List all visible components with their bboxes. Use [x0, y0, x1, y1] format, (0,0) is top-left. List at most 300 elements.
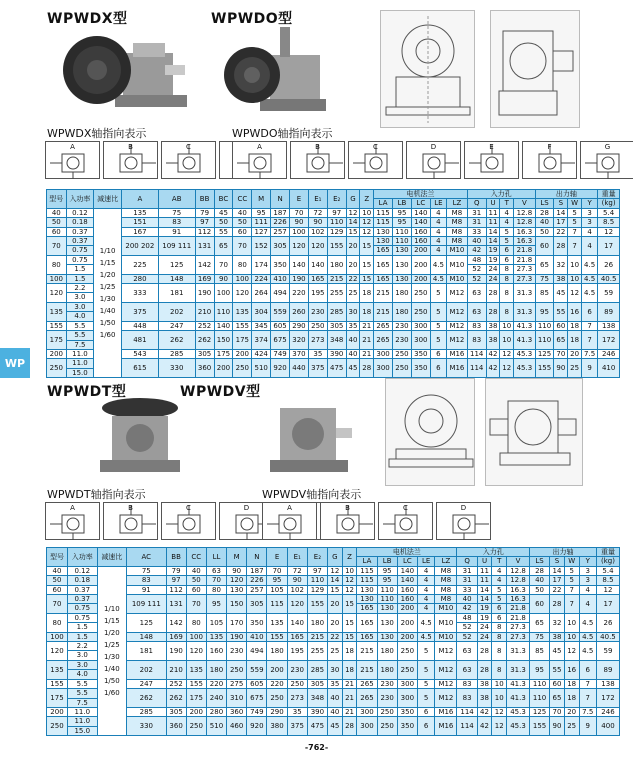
- cell-input: 63: [467, 302, 486, 321]
- col-model: 型号: [47, 548, 68, 567]
- cell-dim: 97: [307, 566, 327, 575]
- cell-power: 0.37: [67, 585, 97, 594]
- cell-input: 38: [486, 331, 500, 350]
- cell-input: 6: [500, 255, 514, 264]
- cell-input: 42: [486, 359, 500, 378]
- cell-dim: 250: [267, 689, 287, 708]
- cell-input: 31.3: [514, 302, 535, 321]
- direction-box-e: [464, 141, 519, 179]
- cell-output: 70: [550, 707, 565, 716]
- cell-motor: 160: [397, 585, 417, 594]
- cell-motor: M16: [435, 717, 457, 736]
- cell-output: 110: [535, 321, 554, 330]
- cell-output: 5: [568, 218, 582, 227]
- cell-dim: 250: [308, 321, 327, 330]
- cell-input: 24: [477, 632, 492, 641]
- cell-dim: 91: [158, 227, 195, 236]
- cell-dim: 348: [307, 689, 327, 708]
- table-row: [47, 679, 620, 688]
- cell-output: 55: [550, 660, 565, 679]
- cell-power: 1.5: [67, 632, 97, 641]
- direction-letter: D: [460, 504, 467, 512]
- direction-letter: C: [373, 143, 378, 151]
- cell-motor: 115: [374, 218, 393, 227]
- cell-output: 8.5: [598, 218, 620, 227]
- cell-dim: 120: [227, 576, 247, 585]
- cell-dim: 120: [287, 595, 307, 614]
- cell-input: 27.3: [514, 274, 535, 283]
- cell-dim: 142: [166, 613, 186, 632]
- cell-dim: 280: [121, 274, 158, 283]
- cell-output: 90: [550, 717, 565, 736]
- cell-dim: 190: [195, 284, 214, 303]
- cell-dim: 226: [271, 218, 290, 227]
- cell-model: 80: [47, 255, 67, 274]
- cell-dim: 170: [227, 613, 247, 632]
- col-dim: CC: [186, 548, 206, 567]
- cell-dim: 12: [360, 218, 374, 227]
- cell-output: 172: [596, 689, 619, 708]
- cell-motor: 140: [411, 208, 430, 217]
- cell-motor: 180: [393, 302, 412, 321]
- cell-dim: 305: [247, 595, 267, 614]
- cell-dim: 21: [342, 689, 357, 708]
- cell-motor: M8: [435, 566, 457, 575]
- cell-input: 33: [467, 227, 486, 236]
- cell-model: 200: [47, 349, 67, 358]
- cell-output: 85: [529, 642, 549, 661]
- col-sub: LB: [377, 557, 397, 566]
- cell-motor: 250: [397, 642, 417, 661]
- cell-dim: 152: [252, 237, 271, 256]
- cell-dim: 410: [247, 632, 267, 641]
- cell-dim: 350: [247, 613, 267, 632]
- cell-motor: 140: [411, 218, 430, 227]
- cell-motor: 95: [377, 576, 397, 585]
- col-sub: Q: [457, 557, 477, 566]
- cell-input: 19: [477, 613, 492, 622]
- cell-dim: 225: [121, 255, 158, 274]
- cell-motor: 5: [430, 331, 446, 350]
- cell-dim: 120: [233, 284, 252, 303]
- cell-motor: 4: [417, 585, 434, 594]
- cell-output: 18: [564, 689, 579, 708]
- cell-power: 3.0: [66, 293, 94, 302]
- direction-letter: A: [257, 143, 262, 151]
- cell-dim: 202: [158, 302, 195, 321]
- cell-dim: 65: [214, 237, 233, 256]
- cell-dim: 28: [360, 359, 374, 378]
- cell-dim: 375: [287, 717, 307, 736]
- direction-box-c: [348, 141, 403, 179]
- cell-motor: 6: [430, 359, 446, 378]
- cell-output: 4: [579, 585, 596, 594]
- cell-motor: 350: [411, 359, 430, 378]
- direction-box-b: [320, 502, 375, 540]
- cell-dim: 70: [267, 566, 287, 575]
- col-dim: E₂: [327, 190, 346, 209]
- direction-letter: B: [128, 143, 133, 151]
- cell-output: 12: [564, 642, 579, 661]
- cell-motor: 300: [411, 321, 430, 330]
- cell-output: 75: [529, 632, 549, 641]
- cell-dim: 97: [166, 576, 186, 585]
- cell-input: 16.3: [514, 237, 535, 246]
- cell-motor: 165: [374, 274, 393, 283]
- cell-dim: 175: [214, 349, 233, 358]
- cell-dim: 510: [252, 359, 271, 378]
- cell-dim: 83: [127, 576, 166, 585]
- axis-label-wpwdt: WPWDT轴指向表示: [47, 488, 146, 501]
- cell-dim: 155: [233, 321, 252, 330]
- cell-dim: 18: [360, 302, 374, 321]
- cell-motor: 130: [374, 237, 393, 246]
- cell-input: 14: [477, 595, 492, 604]
- cell-input: 6: [492, 604, 507, 613]
- cell-dim: 120: [290, 237, 309, 256]
- cell-motor: 110: [393, 237, 412, 246]
- cell-model: 135: [47, 302, 67, 321]
- cell-motor: 200: [411, 246, 430, 255]
- cell-dim: 155: [186, 679, 206, 688]
- drawing-front-view-1: [380, 10, 475, 128]
- cell-model: 50: [47, 576, 68, 585]
- cell-power: 0.37: [67, 595, 97, 604]
- col-dim: N: [271, 190, 290, 209]
- cell-output: 17: [598, 237, 620, 256]
- cell-output: 4.5: [579, 642, 596, 661]
- reducer-photo-wpwdx: [55, 25, 195, 115]
- direction-strip-wpwdo: [232, 141, 633, 179]
- table-row: [47, 585, 620, 594]
- cell-motor: M8: [435, 585, 457, 594]
- cell-input: 63: [457, 660, 477, 679]
- cell-input: 28: [477, 660, 492, 679]
- cell-input: 114: [467, 349, 486, 358]
- cell-input: 31: [467, 208, 486, 217]
- cell-input: 28: [477, 642, 492, 661]
- cell-dim: 22: [328, 632, 343, 641]
- cell-output: 26: [598, 255, 620, 274]
- cell-dim: 330: [127, 717, 166, 736]
- col-sub: LE: [430, 199, 446, 208]
- cell-motor: 250: [397, 660, 417, 679]
- cell-dim: 210: [195, 302, 214, 321]
- cell-dim: 380: [267, 717, 287, 736]
- cell-dim: 21: [342, 679, 357, 688]
- cell-dim: 21: [360, 349, 374, 358]
- cell-dim: 169: [195, 274, 214, 283]
- cell-output: 5: [564, 566, 579, 575]
- cell-dim: 15: [360, 237, 374, 256]
- cell-input: 21.8: [507, 604, 530, 613]
- cell-model: 100: [47, 274, 67, 283]
- col-sub: LZ: [435, 557, 457, 566]
- cell-dim: 130: [227, 585, 247, 594]
- cell-dim: 60: [186, 585, 206, 594]
- cell-input: 27.3: [514, 265, 535, 274]
- cell-power: 3.0: [67, 660, 97, 669]
- col-sub: U: [486, 199, 500, 208]
- cell-ratio: [97, 566, 127, 735]
- cell-power: 0.75: [67, 604, 97, 613]
- cell-dim: 91: [127, 585, 166, 594]
- cell-input: 45.3: [514, 359, 535, 378]
- direction-letter: C: [186, 504, 191, 512]
- cell-input: 42: [477, 717, 492, 736]
- cell-dim: 155: [267, 632, 287, 641]
- cell-dim: 35: [346, 321, 360, 330]
- cell-dim: 90: [214, 274, 233, 283]
- cell-output: 70: [554, 349, 568, 358]
- cell-input: 45.3: [507, 707, 530, 716]
- table-row: [47, 237, 620, 246]
- col-sub: LA: [357, 557, 377, 566]
- cell-dim: 127: [252, 227, 271, 236]
- cell-model: 175: [47, 689, 68, 708]
- cell-dim: 72: [308, 208, 327, 217]
- cell-output: 45: [550, 642, 565, 661]
- cell-input: 27.3: [507, 623, 530, 632]
- cell-input: 38: [486, 321, 500, 330]
- cell-output: 5.4: [596, 566, 619, 575]
- cell-dim: 135: [121, 208, 158, 217]
- cell-output: 95: [535, 302, 554, 321]
- cell-dim: 360: [195, 359, 214, 378]
- cell-motor: 250: [411, 284, 430, 303]
- cell-input: 12.8: [507, 576, 530, 585]
- cell-input: 12.8: [507, 566, 530, 575]
- cell-output: 10: [564, 632, 579, 641]
- ratio-value: 1/20: [103, 628, 120, 637]
- cell-power: 2.2: [67, 642, 97, 651]
- ratio-value: 1/10: [103, 604, 120, 613]
- cell-dim: 25: [346, 284, 360, 303]
- cell-dim: 180: [267, 642, 287, 661]
- cell-motor: 300: [374, 349, 393, 358]
- cell-dim: 285: [327, 302, 346, 321]
- table-row: [47, 576, 620, 585]
- cell-output: 65: [535, 255, 554, 274]
- col-dim: BC: [214, 190, 233, 209]
- cell-dim: 150: [227, 595, 247, 614]
- cell-motor: 4: [430, 227, 446, 236]
- cell-output: 4.5: [581, 255, 597, 274]
- cell-dim: 440: [290, 359, 309, 378]
- ratio-value: 1/40: [103, 664, 120, 673]
- cell-dim: 375: [308, 359, 327, 378]
- cell-motor: 130: [377, 604, 397, 613]
- cell-model: 120: [47, 642, 68, 661]
- cell-dim: 320: [290, 331, 309, 350]
- cell-output: 14: [550, 566, 565, 575]
- cell-dim: 262: [127, 689, 166, 708]
- col-sub: Y: [581, 199, 597, 208]
- col-sub: S: [550, 557, 565, 566]
- cell-motor: 4.5: [430, 255, 446, 274]
- cell-dim: 749: [247, 707, 267, 716]
- cell-motor: M12: [447, 284, 468, 303]
- cell-dim: 920: [247, 717, 267, 736]
- cell-motor: 250: [377, 717, 397, 736]
- cell-motor: 165: [357, 632, 377, 641]
- reducer-photo-wpwdv: [258, 396, 358, 478]
- cell-dim: 333: [121, 284, 158, 303]
- cell-power: 4.0: [66, 312, 94, 321]
- cell-motor: M8: [447, 227, 468, 236]
- spec-table-wpwdt-wpwdv: [46, 547, 620, 736]
- cell-dim: 40: [328, 689, 343, 708]
- cell-dim: 40: [328, 707, 343, 716]
- col-sub: LE: [417, 557, 434, 566]
- cell-input: 11: [486, 218, 500, 227]
- cell-motor: 130: [393, 246, 412, 255]
- cell-input: 38: [477, 689, 492, 708]
- cell-dim: 180: [327, 255, 346, 274]
- cell-dim: 72: [287, 566, 307, 575]
- cell-input: 42: [477, 707, 492, 716]
- cell-output: 7: [568, 227, 582, 236]
- cell-power: 0.18: [66, 218, 94, 227]
- cell-input: 8: [500, 265, 514, 274]
- col-sub: LS: [529, 557, 549, 566]
- direction-box-b: [103, 141, 158, 179]
- cell-motor: M10: [447, 255, 468, 274]
- cell-dim: 80: [186, 613, 206, 632]
- cell-dim: 20: [346, 255, 360, 274]
- cell-dim: 15: [328, 585, 343, 594]
- cell-dim: 390: [307, 707, 327, 716]
- cell-motor: M16: [447, 349, 468, 358]
- cell-dim: 45: [328, 717, 343, 736]
- cell-power: 2.2: [66, 284, 94, 293]
- cell-dim: 50: [186, 576, 206, 585]
- cell-output: 6: [579, 660, 596, 679]
- cell-dim: 494: [247, 642, 267, 661]
- drawing-front-view-2: [385, 378, 475, 486]
- cell-input: 41.3: [514, 331, 535, 350]
- cell-output: 8.5: [596, 576, 619, 585]
- cell-model: 250: [47, 717, 68, 736]
- cell-motor: M12: [447, 321, 468, 330]
- cell-output: 4.5: [579, 613, 596, 632]
- cell-dim: 12: [360, 227, 374, 236]
- cell-output: 89: [596, 660, 619, 679]
- cell-input: 5: [492, 585, 507, 594]
- cell-dim: 374: [252, 331, 271, 350]
- cell-input: 52: [457, 623, 477, 632]
- cell-dim: 250: [233, 359, 252, 378]
- cell-motor: 165: [374, 246, 393, 255]
- cell-output: 5: [564, 576, 579, 585]
- cell-output: 16: [564, 660, 579, 679]
- title-wpwdt: WPWDT型: [47, 384, 127, 400]
- cell-output: 7: [564, 595, 579, 614]
- col-motor-flange: 电机法兰: [357, 548, 457, 557]
- cell-dim: 35: [328, 679, 343, 688]
- col-dim: E₂: [307, 548, 327, 567]
- cell-motor: 165: [357, 604, 377, 613]
- cell-dim: 148: [158, 274, 195, 283]
- cell-input: 21.8: [514, 255, 535, 264]
- cell-dim: 21: [360, 321, 374, 330]
- cell-motor: M12: [435, 689, 457, 708]
- cell-output: 7: [568, 237, 582, 256]
- cell-input: 19: [486, 255, 500, 264]
- cell-output: 60: [535, 237, 554, 256]
- cell-output: 17: [554, 218, 568, 227]
- cell-dim: 262: [195, 331, 214, 350]
- col-sub: S: [554, 199, 568, 208]
- cell-motor: 250: [411, 302, 430, 321]
- cell-output: 3: [579, 566, 596, 575]
- cell-motor: 110: [377, 595, 397, 604]
- cell-motor: 265: [374, 321, 393, 330]
- ratio-value: 1/15: [99, 258, 116, 267]
- cell-input: 45.3: [514, 349, 535, 358]
- col-weight-unit: (kg): [598, 199, 620, 208]
- cell-dim: 21: [342, 707, 357, 716]
- cell-dim: 35: [308, 349, 327, 358]
- cell-dim: 255: [327, 284, 346, 303]
- cell-output: 7: [579, 689, 596, 708]
- reducer-photo-wpwdt: [90, 396, 190, 478]
- cell-motor: 110: [393, 227, 412, 236]
- cell-dim: 12: [346, 208, 360, 217]
- cell-motor: 215: [374, 284, 393, 303]
- cell-dim: 675: [247, 689, 267, 708]
- cell-output: 25: [568, 359, 582, 378]
- cell-input: 21.8: [514, 246, 535, 255]
- cell-dim: 475: [307, 717, 327, 736]
- cell-motor: M10: [435, 604, 457, 613]
- axis-label-wpwdv: WPWDV轴指向表示: [262, 488, 362, 501]
- cell-dim: 135: [186, 660, 206, 679]
- cell-input: 11: [486, 208, 500, 217]
- page-number: -762-: [304, 743, 329, 752]
- title-wpwdv: WPWDV型: [180, 384, 261, 400]
- reducer-photo-wpwdo: [220, 25, 330, 117]
- cell-dim: 230: [287, 660, 307, 679]
- cell-output: 4: [581, 227, 597, 236]
- cell-dim: 200: [233, 349, 252, 358]
- cell-output: 75: [535, 274, 554, 283]
- cell-dim: 63: [206, 566, 226, 575]
- cell-dim: 18: [342, 660, 357, 679]
- cell-power: 0.18: [67, 576, 97, 585]
- cell-motor: 95: [377, 566, 397, 575]
- cell-input: 8: [500, 274, 514, 283]
- cell-output: 40.5: [598, 274, 620, 283]
- cell-input: 4: [500, 218, 514, 227]
- cell-input: 8: [492, 623, 507, 632]
- cell-dim: 12: [342, 576, 357, 585]
- cell-input: 12: [500, 359, 514, 378]
- cell-output: 60: [550, 679, 565, 688]
- cell-motor: 5: [430, 302, 446, 321]
- cell-input: 83: [457, 689, 477, 708]
- cell-output: 25: [564, 717, 579, 736]
- cell-dim: 95: [267, 576, 287, 585]
- table-row: [47, 707, 620, 716]
- table-row: [47, 255, 620, 264]
- cell-dim: 120: [308, 237, 327, 256]
- cell-motor: 230: [377, 679, 397, 688]
- cell-output: 28: [535, 208, 554, 217]
- cell-input: 5: [492, 595, 507, 604]
- cell-output: 400: [596, 717, 619, 736]
- cell-dim: 252: [166, 679, 186, 688]
